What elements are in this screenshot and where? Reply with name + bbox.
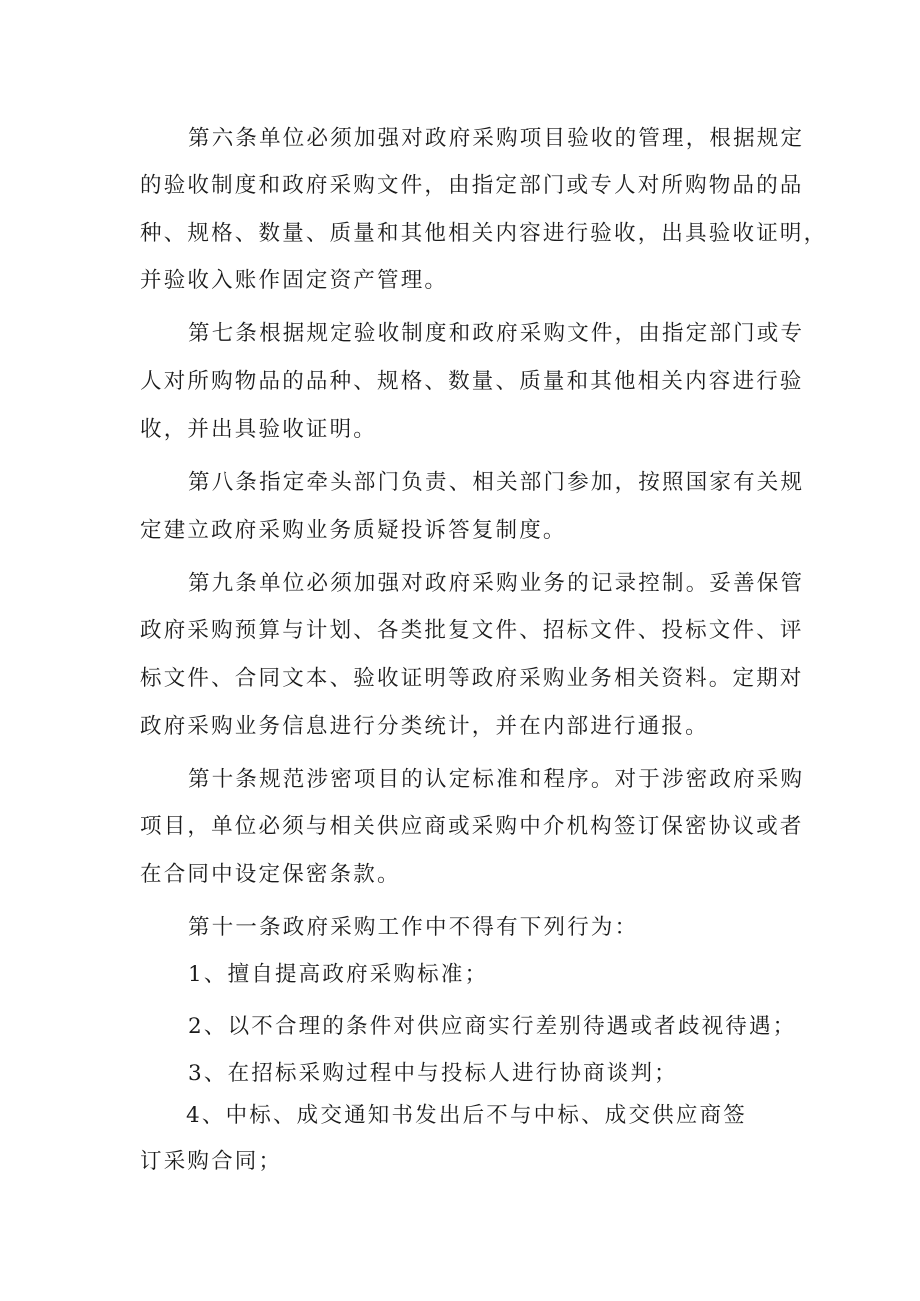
article-6-line-1: 第六条单位必须加强对政府采购项目验收的管理，根据规定 [188, 126, 805, 151]
article-11-item-4-line-2: 订采购合同； [140, 1149, 283, 1174]
article-10-line-1: 第十条规范涉密项目的认定标准和程序。对于涉密政府采购 [188, 767, 805, 792]
article-8-line-2: 定建立政府采购业务质疑投诉答复制度。 [140, 518, 567, 543]
article-11-intro: 第十一条政府采购工作中不得有下列行为： [188, 915, 639, 940]
article-9-line-4: 政府采购业务信息进行分类统计，并在内部进行通报。 [140, 714, 709, 739]
article-6-line-2: 的验收制度和政府采购文件，由指定部门或专人对所购物品的品 [140, 173, 804, 198]
article-10-line-3: 在合同中设定保密条款。 [140, 862, 401, 887]
article-7-line-3: 收，并出具验收证明。 [140, 417, 378, 442]
article-11-item-4-line-1: 4、中标、成交通知书发出后不与中标、成交供应商签 [186, 1103, 747, 1128]
article-7-line-1: 第七条根据规定验收制度和政府采购文件，由指定部门或专 [188, 321, 805, 346]
article-11-item-3: 3、在招标采购过程中与投标人进行协商谈判； [188, 1061, 678, 1086]
article-6-line-3: 种、规格、数量、质量和其他相关内容进行验收，出具验收证明， [140, 221, 828, 246]
article-6-line-4: 并验收入账作固定资产管理。 [140, 268, 449, 293]
article-9-line-2: 政府采购预算与计划、各类批复文件、招标文件、投标文件、评 [140, 618, 804, 643]
article-7-line-2: 人对所购物品的品种、规格、数量、质量和其他相关内容进行验 [140, 369, 804, 394]
article-11-item-1: 1、擅自提高政府采购标准； [188, 962, 489, 987]
article-9-line-1: 第九条单位必须加强对政府采购业务的记录控制。妥善保管 [188, 571, 805, 596]
article-10-line-2: 项目，单位必须与相关供应商或采购中介机构签订保密协议或者 [140, 814, 804, 839]
article-11-item-2: 2、以不合理的条件对供应商实行差别待遇或者歧视待遇； [188, 1014, 797, 1039]
article-8-line-1: 第八条指定牵头部门负责、相关部门参加，按照国家有关规 [188, 470, 805, 495]
article-9-line-3: 标文件、合同文本、验收证明等政府采购业务相关资料。定期对 [140, 666, 804, 691]
